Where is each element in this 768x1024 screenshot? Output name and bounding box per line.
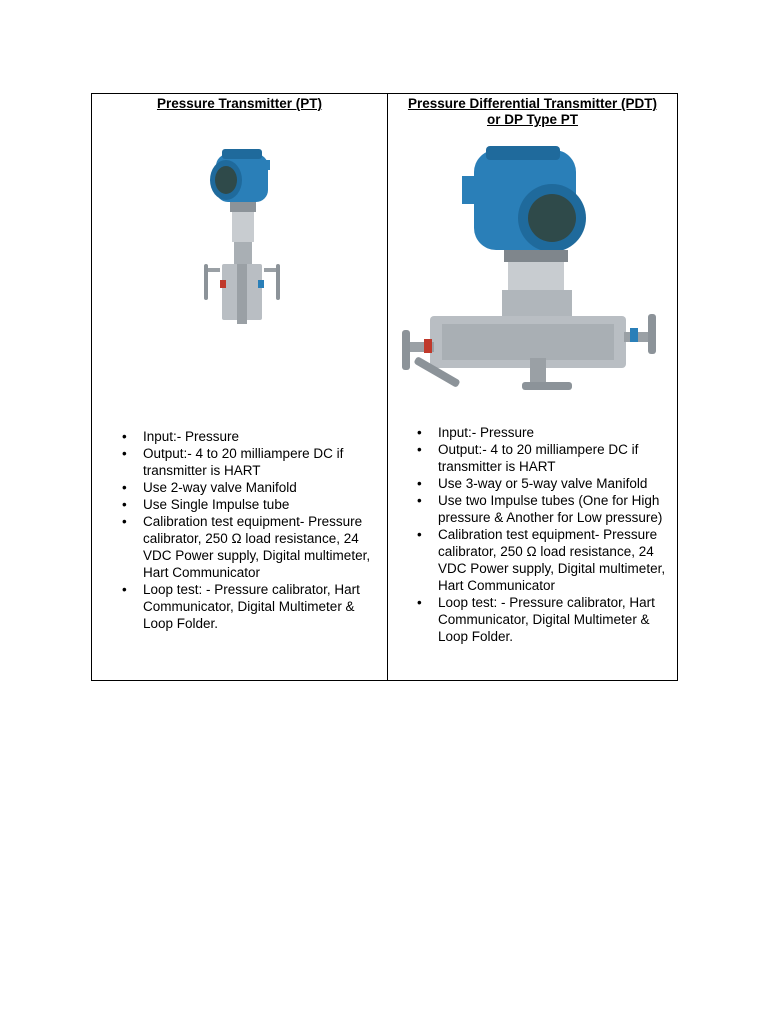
list-item: • Calibration test equipment- Pressure calibrator, 250 Ω load resistance, 24 VDC Power supply, Digital multimeter, Hart Communicator xyxy=(417,527,666,593)
list-item: • Use 3-way or 5-way valve Manifold xyxy=(417,476,648,491)
pdt-heading-line2: or DP Type PT xyxy=(486,112,579,127)
list-item: • Output:- 4 to 20 milliampere DC if transmitter is HART xyxy=(122,446,344,478)
list-item: • Input:- Pressure xyxy=(417,425,535,440)
list-item: • Use Single Impulse tube xyxy=(122,497,290,512)
list-item: • Use two Impulse tubes (One for High pressure & Another for Low pressure) xyxy=(417,493,663,525)
pt-column xyxy=(92,94,388,680)
pressure-transmitter-image xyxy=(202,146,282,326)
pt-heading: Pressure Transmitter (PT) xyxy=(156,96,323,111)
pdt-bullet-list xyxy=(413,424,681,645)
pt-bullet-list xyxy=(118,428,386,632)
pdt-heading xyxy=(388,96,677,128)
list-item: • Input:- Pressure xyxy=(122,429,240,444)
list-item: • Output:- 4 to 20 milliampere DC if transmitter is HART xyxy=(417,442,639,474)
list-item: • Calibration test equipment- Pressure calibrator, 250 Ω load resistance, 24 VDC Power supply, Digital multimeter, Hart Communicator xyxy=(122,514,371,580)
pdt-column xyxy=(388,94,677,680)
list-item: • Loop test: - Pressure calibrator, Hart Communicator, Digital Multimeter & Loop Folder. xyxy=(417,595,655,644)
comparison-table xyxy=(91,93,678,681)
differential-pressure-transmitter-image xyxy=(402,146,668,402)
pdt-heading-line1: Pressure Differential Transmitter (PDT) xyxy=(407,96,658,111)
list-item: • Loop test: - Pressure calibrator, Hart Communicator, Digital Multimeter & Loop Folder. xyxy=(122,582,360,631)
list-item: • Use 2-way valve Manifold xyxy=(122,480,297,495)
